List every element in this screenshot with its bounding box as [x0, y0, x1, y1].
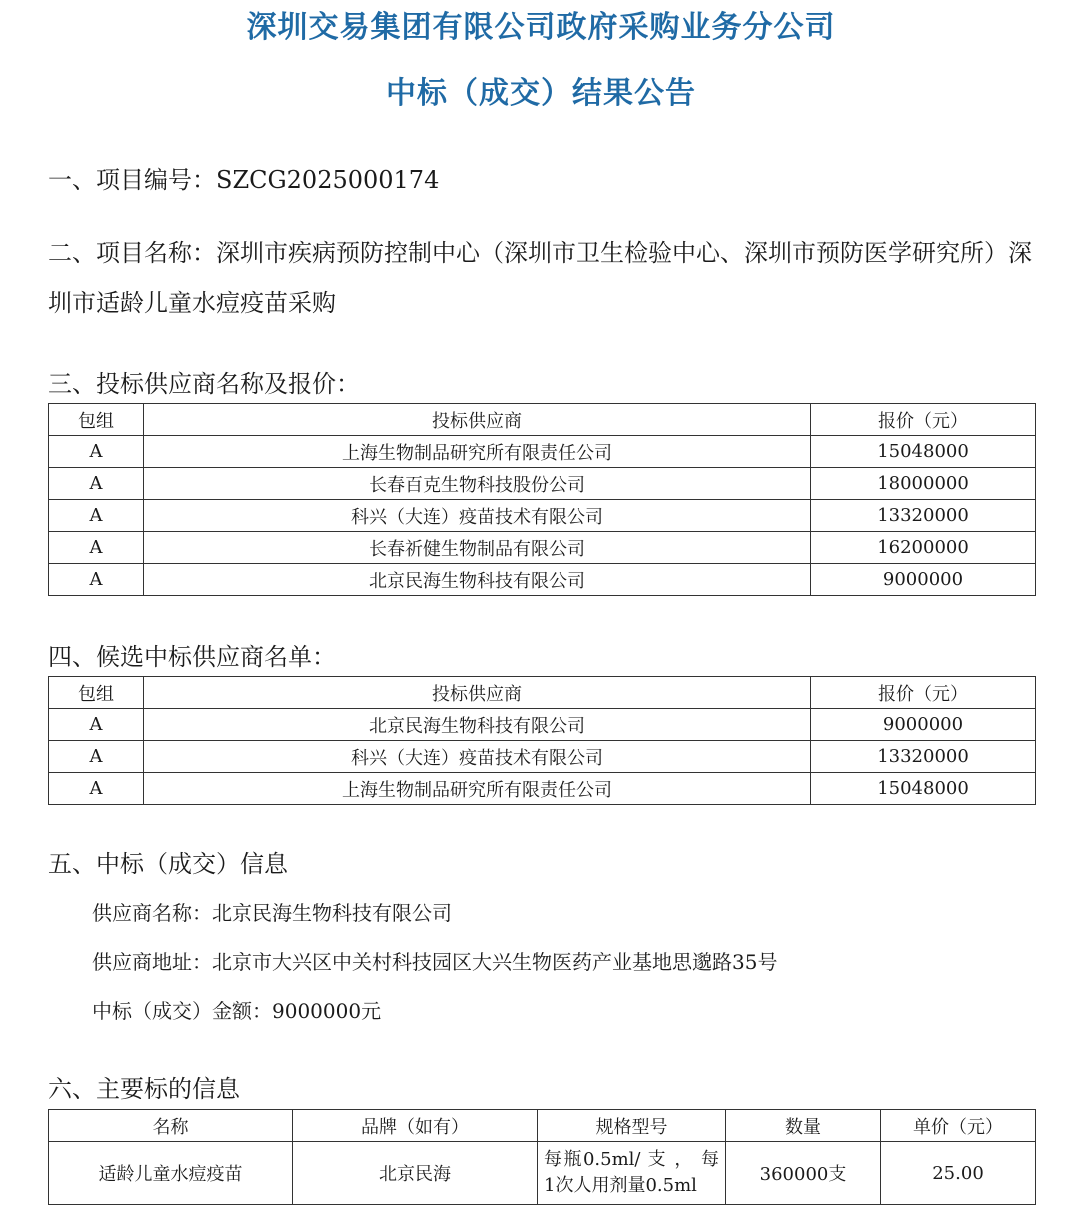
cell-supplier: 北京民海生物科技有限公司 [144, 709, 811, 741]
cell-supplier: 长春百克生物科技股份公司 [144, 468, 811, 500]
award-supplier-address: 供应商地址：北京市大兴区中关村科技园区大兴生物医药产业基地思邈路35号 [92, 950, 778, 974]
cell-supplier: 上海生物制品研究所有限责任公司 [144, 436, 811, 468]
section-items-heading: 六、主要标的信息 [48, 1075, 240, 1103]
item-table [48, 1109, 1036, 1205]
cell-package: A [49, 709, 144, 741]
cell-price: 15048000 [811, 773, 1036, 805]
cell-package: A [49, 468, 144, 500]
col-header-supplier: 投标供应商 [144, 404, 811, 436]
col-header-price: 报价（元） [811, 677, 1036, 709]
project-name: 二、项目名称：深圳市疾病预防控制中心（深圳市卫生检验中心、深圳市预防医学研究所）深圳市适龄儿童水痘疫苗采购 [48, 239, 1032, 317]
project-number: 一、项目编号：SZCG2025000174 [48, 166, 440, 194]
cell-package: A [49, 741, 144, 773]
col-header-brand: 品牌（如有） [293, 1110, 538, 1142]
cell-price: 13320000 [811, 741, 1036, 773]
col-header-unit-price: 单价（元） [881, 1110, 1036, 1142]
cell-brand: 北京民海 [293, 1142, 538, 1205]
table-row [49, 532, 1036, 564]
cell-price: 9000000 [811, 564, 1036, 596]
table-row [49, 468, 1036, 500]
table-header-row [49, 1110, 1036, 1142]
cell-price: 18000000 [811, 468, 1036, 500]
cell-package: A [49, 500, 144, 532]
candidate-table [48, 676, 1036, 805]
award-amount: 中标（成交）金额：9000000元 [92, 999, 382, 1023]
col-header-name: 名称 [49, 1110, 293, 1142]
cell-item-name: 适龄儿童水痘疫苗 [49, 1142, 293, 1205]
notice-title-line1: 深圳交易集团有限公司政府采购业务分公司 [246, 10, 836, 45]
cell-supplier: 北京民海生物科技有限公司 [144, 564, 811, 596]
col-header-package: 包组 [49, 404, 144, 436]
table-row [49, 500, 1036, 532]
cell-package: A [49, 532, 144, 564]
cell-unit-price: 25.00 [881, 1142, 1036, 1205]
cell-package: A [49, 773, 144, 805]
cell-quantity: 360000支 [726, 1142, 881, 1205]
cell-spec: 每瓶0.5ml/ 支 ， 每1次人用剂量0.5ml [538, 1142, 726, 1205]
cell-supplier: 科兴（大连）疫苗技术有限公司 [144, 500, 811, 532]
cell-price: 16200000 [811, 532, 1036, 564]
table-row [49, 436, 1036, 468]
table-row [49, 709, 1036, 741]
award-supplier-name: 供应商名称：北京民海生物科技有限公司 [92, 901, 452, 925]
cell-supplier: 上海生物制品研究所有限责任公司 [144, 773, 811, 805]
notice-title-line2: 中标（成交）结果公告 [386, 76, 696, 111]
col-header-supplier: 投标供应商 [144, 677, 811, 709]
section-candidates-heading: 四、候选中标供应商名单： [48, 643, 336, 671]
table-header-row [49, 404, 1036, 436]
cell-supplier: 科兴（大连）疫苗技术有限公司 [144, 741, 811, 773]
section-bidders-heading: 三、投标供应商名称及报价： [48, 370, 360, 398]
cell-package: A [49, 564, 144, 596]
table-header-row [49, 677, 1036, 709]
col-header-package: 包组 [49, 677, 144, 709]
col-header-quantity: 数量 [726, 1110, 881, 1142]
cell-price: 13320000 [811, 500, 1036, 532]
col-header-spec: 规格型号 [538, 1110, 726, 1142]
cell-supplier: 长春祈健生物制品有限公司 [144, 532, 811, 564]
table-row [49, 1142, 1036, 1205]
table-row [49, 773, 1036, 805]
table-row [49, 564, 1036, 596]
cell-package: A [49, 436, 144, 468]
table-row [49, 741, 1036, 773]
cell-price: 15048000 [811, 436, 1036, 468]
bid-table [48, 403, 1036, 596]
col-header-price: 报价（元） [811, 404, 1036, 436]
cell-price: 9000000 [811, 709, 1036, 741]
section-award-heading: 五、中标（成交）信息 [48, 850, 288, 878]
